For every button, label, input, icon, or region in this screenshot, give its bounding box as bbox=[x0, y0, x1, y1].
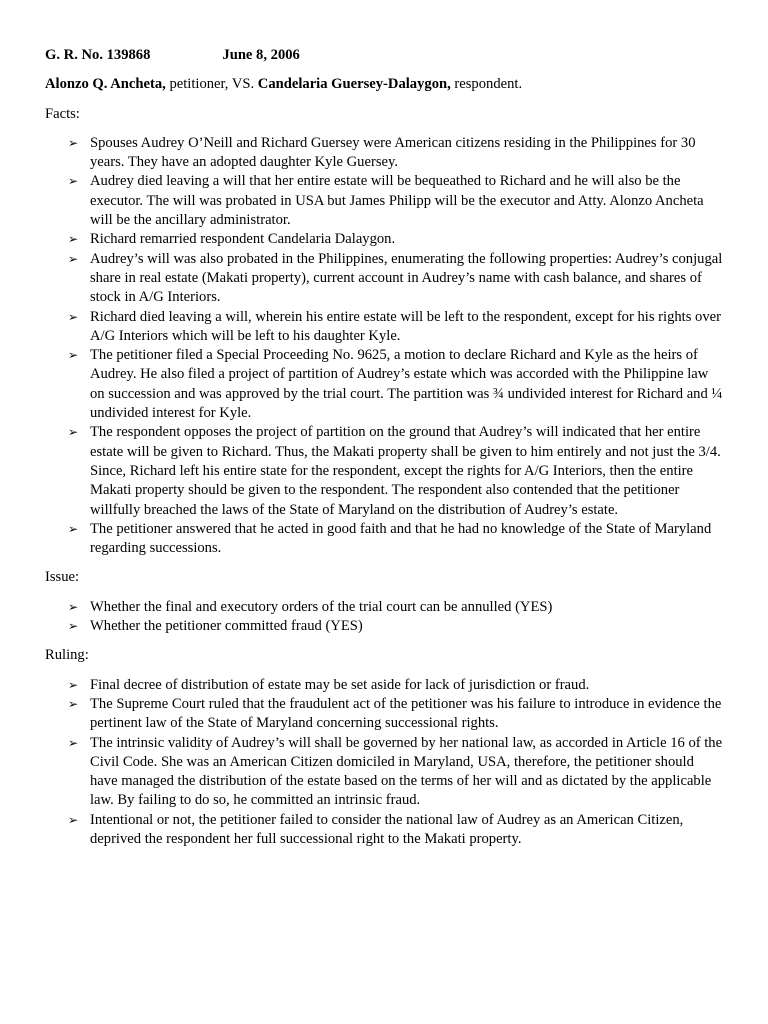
case-header bbox=[45, 46, 725, 65]
list-item-text: Final decree of distribution of estate may be set aside for lack of jurisdiction or fraud. bbox=[90, 676, 590, 693]
arrowhead-bullet-icon: ➢ bbox=[68, 599, 79, 614]
list-item-text: The petitioner answered that he acted in good faith and that he had no knowledge of the State of Maryland regarding successions. bbox=[90, 520, 712, 557]
respondent-name: Candelaria Guersey-Dalaygon, bbox=[257, 76, 451, 93]
ruling-heading: Ruling: bbox=[45, 647, 89, 664]
list-item bbox=[45, 308, 725, 347]
list-item-text: Audrey died leaving a will that her entire estate will be bequeathed to Richard and he will also be the executor. The will was probated in USA but James Philipp will be the executor and Atty. Alonzo Ancheta will be the ancillary administrator. bbox=[90, 173, 704, 229]
arrowhead-bullet-icon: ➢ bbox=[68, 619, 79, 634]
issue-list bbox=[45, 598, 725, 637]
list-item bbox=[45, 250, 725, 308]
list-item bbox=[45, 695, 725, 734]
list-item-text: Richard remarried respondent Candelaria Dalaygon. bbox=[90, 231, 396, 248]
arrowhead-bullet-icon: ➢ bbox=[68, 677, 79, 692]
list-item-text: Intentional or not, the petitioner failed to consider the national law of Audrey as an American Citizen, deprived the respondent her full successional right to the Makati property. bbox=[90, 811, 684, 847]
petitioner-name: Alonzo Q. Ancheta, bbox=[45, 76, 166, 93]
list-item-text: Audrey’s will was also probated in the Philippines, enumerating the following properties: Audrey’s conjugal share in real estate (Makati property), current account in Audrey’s name with cash balance, and shares of stock in A/G Interiors. bbox=[90, 250, 723, 306]
list-item bbox=[45, 734, 725, 811]
arrowhead-bullet-icon: ➢ bbox=[68, 812, 79, 827]
facts-heading: Facts: bbox=[45, 105, 80, 122]
case-number: G. R. No. 139868 bbox=[45, 47, 151, 63]
document-page bbox=[45, 46, 725, 849]
arrowhead-bullet-icon: ➢ bbox=[68, 425, 79, 440]
list-item-text: The intrinsic validity of Audrey’s will shall be governed by her national law, as accorded in Article 16 of the Civil Code. She was an American Citizen domiciled in Maryland, USA, therefore, the petitioner should have managed the distribution of the estate based on the terms of her will and as dictated by the applicable law. By failing to do so, he committed an intrinsic fraud. bbox=[90, 734, 723, 809]
ruling-list bbox=[45, 676, 725, 850]
arrowhead-bullet-icon: ➢ bbox=[68, 174, 79, 189]
list-item bbox=[45, 172, 725, 230]
case-parties bbox=[45, 75, 725, 94]
list-item-text: The Supreme Court ruled that the fraudulent act of the petitioner was his failure to introduce in evidence the pertinent law of the State of Maryland concerning successional rights. bbox=[90, 695, 722, 732]
list-item bbox=[45, 230, 725, 249]
arrowhead-bullet-icon: ➢ bbox=[68, 251, 79, 266]
arrowhead-bullet-icon: ➢ bbox=[68, 348, 79, 363]
list-item bbox=[45, 617, 725, 636]
arrowhead-bullet-icon: ➢ bbox=[68, 735, 79, 750]
list-item bbox=[45, 811, 725, 850]
list-item-text: Whether the final and executory orders of the trial court can be annulled (YES) bbox=[90, 598, 553, 615]
list-item bbox=[45, 676, 725, 695]
issue-heading: Issue: bbox=[45, 569, 80, 586]
arrowhead-bullet-icon: ➢ bbox=[68, 232, 79, 247]
list-item bbox=[45, 598, 725, 617]
arrowhead-bullet-icon: ➢ bbox=[68, 309, 79, 324]
facts-list bbox=[45, 134, 725, 559]
arrowhead-bullet-icon: ➢ bbox=[68, 521, 79, 536]
petitioner-role: petitioner, VS. bbox=[165, 76, 258, 93]
respondent-role: respondent. bbox=[450, 76, 523, 93]
list-item-text: The petitioner filed a Special Proceeding No. 9625, a motion to declare Richard and Kyle as the heirs of Audrey. He also filed a project of partition of Audrey’s estate which was accorded with the Philippine law on succession and was approved by the trial court. The partition was ¾ undivided interest for Richard and ¼ undivided interest for Kyle. bbox=[90, 347, 723, 422]
decision-date: June 8, 2006 bbox=[222, 47, 300, 63]
arrowhead-bullet-icon: ➢ bbox=[68, 696, 79, 711]
arrowhead-bullet-icon: ➢ bbox=[68, 135, 79, 150]
list-item-text: The respondent opposes the project of partition on the ground that Audrey’s will indicated that her entire estate will be given to Richard. Thus, the Makati property shall be given to him entirely and not just the 3/4. Since, Richard left his entire state for the respondent, except the rights for A/G Interiors, then the entire Makati property should be given to the respondent. The respondent also contended that the petitioner willfully breached the laws of the State of Maryland on the distribution of Audrey’s estate. bbox=[90, 424, 721, 518]
list-item-text: Whether the petitioner committed fraud (YES) bbox=[90, 618, 363, 635]
list-item bbox=[45, 423, 725, 519]
list-item bbox=[45, 520, 725, 559]
list-item bbox=[45, 134, 725, 173]
list-item-text: Spouses Audrey O’Neill and Richard Guersey were American citizens residing in the Philippines for 30 years. They have an adopted daughter Kyle Guersey. bbox=[90, 134, 696, 171]
list-item bbox=[45, 346, 725, 423]
list-item-text: Richard died leaving a will, wherein his entire estate will be left to the respondent, except for his rights over A/G Interiors which will be left to his daughter Kyle. bbox=[90, 308, 721, 344]
